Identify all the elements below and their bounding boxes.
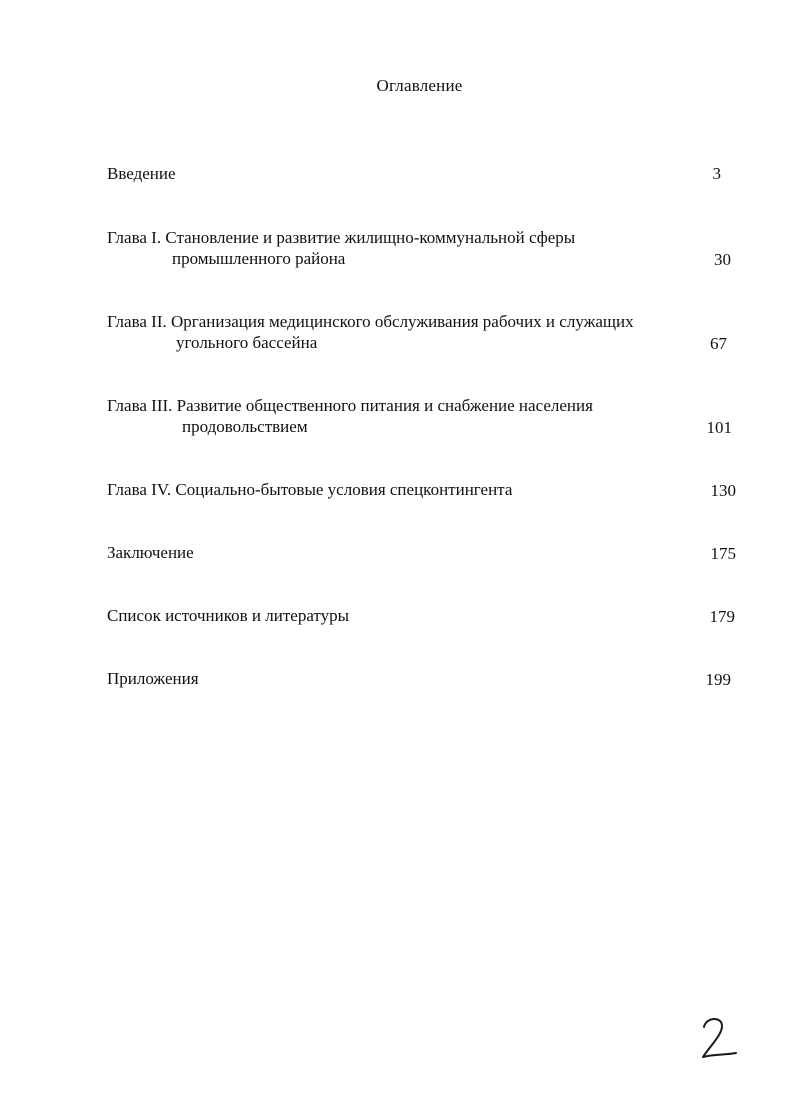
toc-entry-label: Введение [107,164,176,183]
toc-entry-label: Глава IV. Социально-бытовые условия спецконтингента [107,480,513,499]
toc-entry-label: Глава III. Развитие общественного питания и снабжение населения [107,396,593,415]
toc-entry-label-cont: угольного бассейна [176,333,318,352]
toc-entry-page: 3 [712,164,721,183]
toc-entry-label: Глава II. Организация медицинского обслуживания рабочих и служащих [107,312,634,331]
toc-entry-page: 130 [710,481,736,500]
toc-entry-label: Заключение [107,543,194,562]
toc-entry-page: 175 [710,544,736,563]
toc-entry-page: 30 [714,250,731,269]
toc-entry-page: 179 [709,607,735,626]
toc-entry-label-cont: продовольствием [182,417,308,436]
handwritten-page-number [700,1010,740,1060]
toc-entry-label-cont: промышленного района [172,249,346,268]
toc-entry-label: Глава I. Становление и развитие жилищно-коммунальной сферы [107,228,576,247]
toc-entry-label: Список источников и литературы [107,606,350,625]
toc-entry-page: 67 [710,334,727,353]
toc-entry-page: 101 [706,418,732,437]
toc-entry-page: 199 [705,670,731,689]
toc-title: Оглавление [376,76,463,95]
toc-entry-label: Приложения [107,669,199,688]
